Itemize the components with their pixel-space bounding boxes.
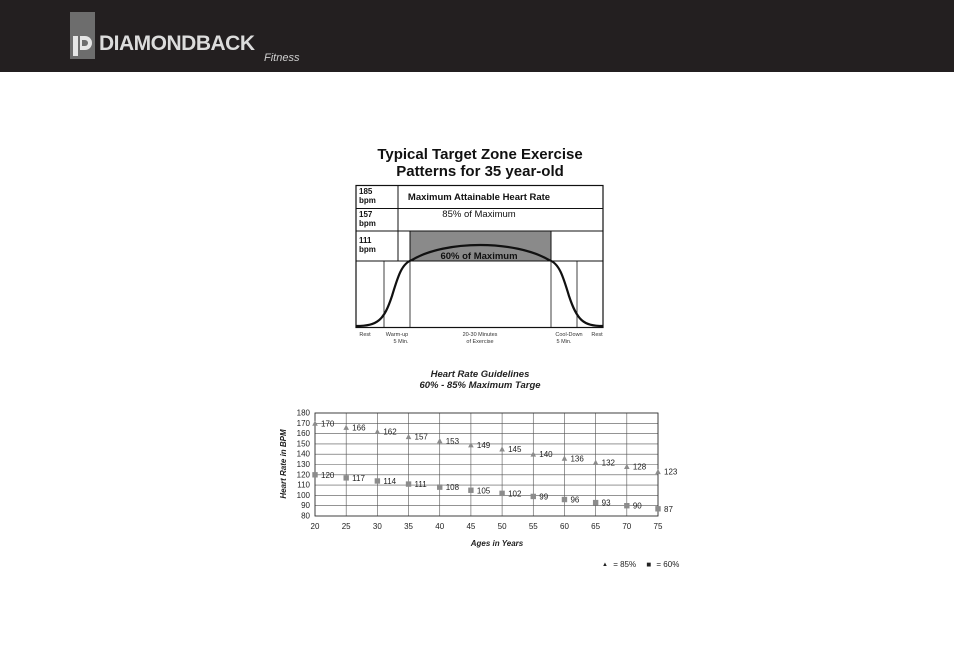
data-label-85%-20: 170: [321, 419, 335, 429]
data-label-85%-40: 153: [445, 436, 460, 446]
data-label-85%-50: 145: [508, 445, 522, 455]
data-label-60%-60: 96: [570, 495, 580, 505]
y-tick-label-150: 150: [296, 439, 310, 449]
row-label-60: 60% of Maximum: [440, 251, 518, 262]
marker-85%-50: [499, 446, 505, 451]
marker-60%-55: [531, 494, 536, 499]
brand-subtitle: Fitness: [264, 52, 300, 64]
data-label-60%-65: 93: [601, 498, 611, 508]
row-label-85: 85% of Maximum: [442, 209, 516, 220]
data-label-60%-45: 105: [476, 486, 491, 496]
x-tick-label-55: 55: [528, 522, 538, 531]
phase-label-warmup: Warm-up: [385, 332, 409, 338]
data-label-60%-70: 90: [632, 501, 642, 511]
x-tick-label-25: 25: [341, 522, 351, 531]
x-tick-label-60: 60: [560, 522, 569, 531]
data-label-85%-30: 162: [383, 427, 397, 437]
data-label-85%-60: 136: [570, 454, 584, 464]
data-label-60%-30: 114: [383, 476, 397, 486]
data-label-60%-35: 111: [414, 480, 427, 490]
heart-rate-chart: [270, 400, 700, 552]
data-label-60%-40: 108: [445, 483, 460, 493]
row-unit-185: bpm: [359, 196, 376, 205]
data-label-85%-55: 140: [539, 450, 553, 460]
hr-chart-title-block: [330, 369, 630, 391]
hr-y-axis-label: Heart Rate in BPM: [279, 429, 288, 499]
data-label-85%-35: 157: [414, 432, 428, 442]
marker-60%-25: [343, 475, 348, 480]
pattern-title-line1: Typical Target Zone Exercise: [377, 146, 583, 163]
marker-60%-50: [499, 491, 504, 496]
y-tick-label-90: 90: [301, 501, 310, 511]
row-label-max: Maximum Attainable Heart Rate: [407, 192, 551, 203]
phase-label-exercise: 20-30 Minutes: [462, 332, 498, 338]
marker-60%-45: [468, 488, 473, 493]
row-bpm-111: 111: [359, 236, 372, 245]
data-label-85%-25: 166: [352, 423, 366, 433]
row-bpm-185: 185: [359, 187, 373, 196]
data-label-60%-55: 99: [539, 492, 549, 502]
marker-85%-60: [562, 456, 568, 461]
legend-85-label: = 85%: [613, 560, 637, 569]
hr-chart-title: Heart Rate Guidelines: [430, 369, 530, 380]
hr-legend: [602, 560, 679, 569]
x-tick-label-75: 75: [653, 522, 663, 531]
hr-chart-subtitle: 60% - 85% Maximum Targe: [419, 380, 541, 391]
marker-60%-60: [562, 497, 567, 502]
marker-85%-25: [343, 425, 349, 430]
brand-name: DIAMONDBACK: [99, 32, 255, 55]
x-tick-label-30: 30: [372, 522, 382, 531]
marker-60%-65: [593, 500, 598, 505]
marker-60%-75: [655, 506, 660, 511]
marker-60%-30: [375, 478, 380, 483]
y-tick-label-140: 140: [296, 449, 310, 459]
marker-85%-30: [375, 429, 381, 434]
header-bar: [0, 0, 954, 72]
y-tick-label-170: 170: [296, 418, 310, 428]
data-label-60%-50: 102: [508, 489, 522, 499]
data-label-85%-70: 128: [632, 462, 647, 472]
target-zone-diagram: [350, 180, 610, 350]
x-tick-label-70: 70: [622, 522, 632, 531]
phase-label-rest-end: Rest: [591, 332, 603, 338]
legend-triangle-icon: ▲: [602, 562, 608, 568]
marker-85%-45: [468, 442, 474, 447]
y-tick-label-130: 130: [296, 460, 310, 469]
y-tick-label-100: 100: [296, 490, 310, 500]
row-bpm-157: 157: [359, 210, 373, 219]
marker-60%-35: [406, 481, 411, 486]
phase-label-rest-start: Rest: [359, 332, 371, 338]
x-tick-label-40: 40: [435, 522, 445, 531]
pattern-chart-title: [340, 146, 620, 180]
phase-label-warmup-time: 5 Min.: [393, 339, 409, 345]
phase-label-cooldown-time: 5 Min.: [556, 339, 572, 345]
y-tick-label-180: 180: [296, 408, 310, 418]
row-unit-111: bpm: [359, 245, 376, 254]
x-tick-label-20: 20: [310, 522, 320, 531]
x-tick-label-45: 45: [466, 522, 476, 531]
marker-85%-40: [437, 438, 443, 443]
x-tick-label-65: 65: [591, 522, 601, 531]
marker-85%-35: [406, 434, 412, 439]
marker-60%-40: [437, 484, 442, 489]
data-label-60%-20: 120: [321, 470, 335, 480]
data-label-85%-45: 149: [476, 440, 491, 450]
phase-label-cooldown: Cool-Down: [555, 332, 583, 338]
row-unit-157: bpm: [359, 219, 376, 228]
x-tick-label-35: 35: [404, 522, 413, 531]
phase-label-exercise-sub: of Exercise: [466, 339, 494, 345]
data-label-60%-25: 117: [352, 473, 365, 483]
marker-85%-65: [593, 460, 599, 465]
data-label-85%-65: 132: [601, 458, 615, 468]
x-tick-label-50: 50: [497, 522, 507, 531]
y-tick-label-120: 120: [296, 470, 310, 480]
legend-60-label: = 60%: [656, 560, 680, 569]
hr-x-axis-label: Ages in Years: [470, 539, 524, 548]
diamondback-logo-icon: [70, 12, 95, 59]
y-tick-label-160: 160: [296, 429, 310, 439]
marker-60%-70: [624, 503, 629, 508]
marker-85%-75: [655, 469, 661, 474]
y-tick-label-80: 80: [301, 511, 310, 521]
y-tick-label-110: 110: [297, 480, 310, 490]
legend-square-icon: ■: [646, 560, 652, 569]
marker-60%-20: [312, 472, 317, 477]
pattern-title-line2: Patterns for 35 year-old: [396, 163, 564, 180]
data-label-85%-75: 123: [664, 467, 678, 477]
data-label-60%-75: 87: [664, 504, 673, 514]
